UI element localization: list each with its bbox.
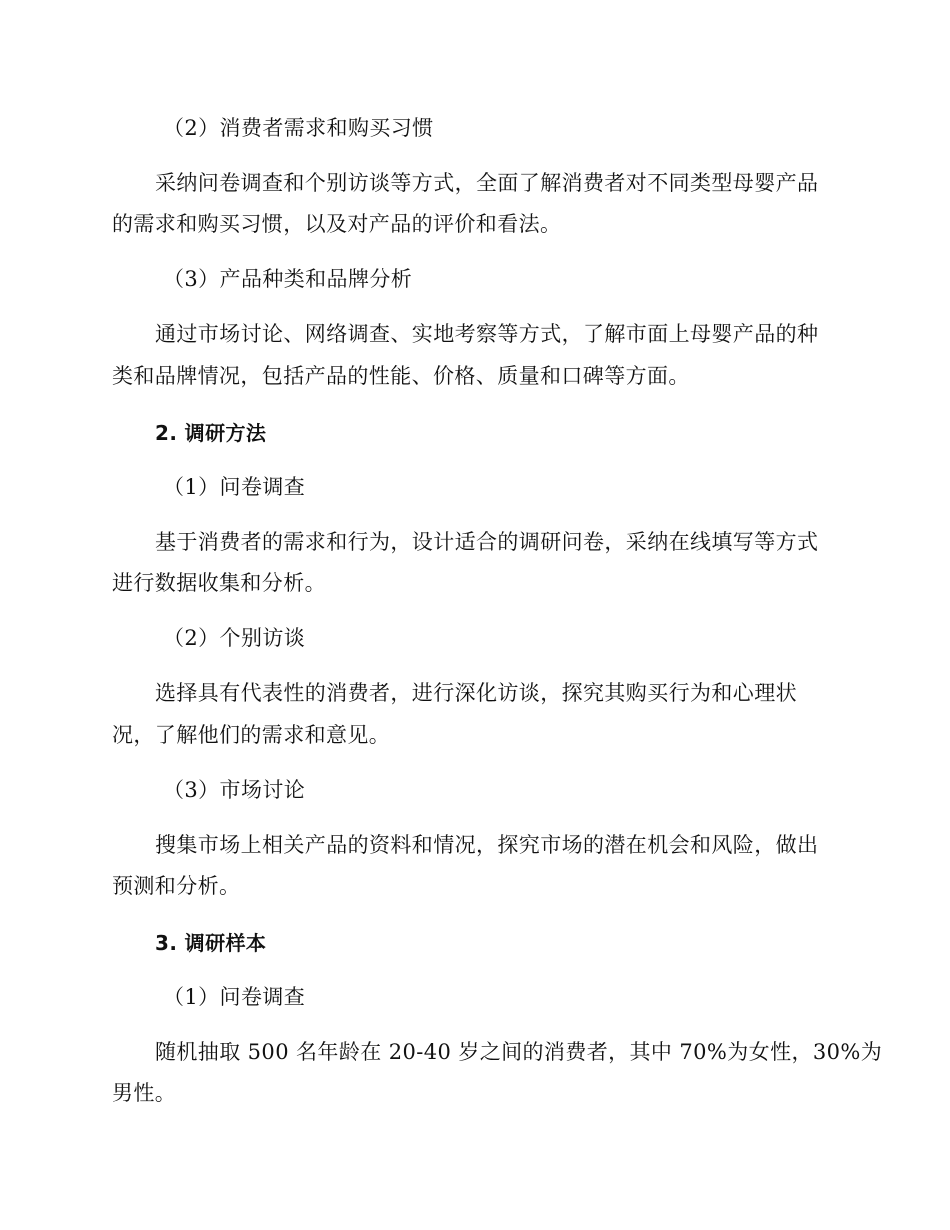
paragraph-line: 采纳问卷调查和个别访谈等方式，全面了解消费者对不同类型母婴产品: [155, 171, 819, 195]
subheading-interview: （2）个别访谈: [163, 626, 306, 650]
paragraph-line: 的需求和购买习惯，以及对产品的评价和看法。: [112, 212, 562, 236]
paragraph-line: 随机抽取 500 名年龄在 20-40 岁之间的消费者，其中 70%为女性，30%为: [155, 1040, 883, 1064]
paragraph-line: 男性。: [112, 1081, 177, 1105]
paragraph-line: 况，了解他们的需求和意见。: [112, 723, 391, 747]
paragraph-line: 通过市场讨论、网络调查、实地考察等方式，了解市面上母婴产品的种: [155, 322, 819, 346]
paragraph-line: 选择具有代表性的消费者，进行深化访谈，探究其购买行为和心理状: [155, 681, 797, 705]
subheading-market-discussion: （3）市场讨论: [163, 778, 306, 802]
subheading-consumer-demand: （2）消费者需求和购买习惯: [163, 116, 434, 140]
subheading-product-brand: （3）产品种类和品牌分析: [163, 267, 413, 291]
paragraph-line: 基于消费者的需求和行为，设计适合的调研问卷，采纳在线填写等方式: [155, 530, 819, 554]
paragraph-line: 类和品牌情况，包括产品的性能、价格、质量和口碑等方面。: [112, 364, 690, 388]
paragraph-line: 进行数据收集和分析。: [112, 571, 326, 595]
heading-research-method: 2. 调研方法: [155, 421, 267, 445]
subheading-questionnaire: （1）问卷调查: [163, 475, 306, 499]
paragraph-line: 搜集市场上相关产品的资料和情况，探究市场的潜在机会和风险，做出: [155, 833, 819, 857]
paragraph-line: 预测和分析。: [112, 874, 241, 898]
heading-research-sample: 3. 调研样本: [155, 931, 267, 955]
subheading-questionnaire-sample: （1）问卷调查: [163, 985, 306, 1009]
